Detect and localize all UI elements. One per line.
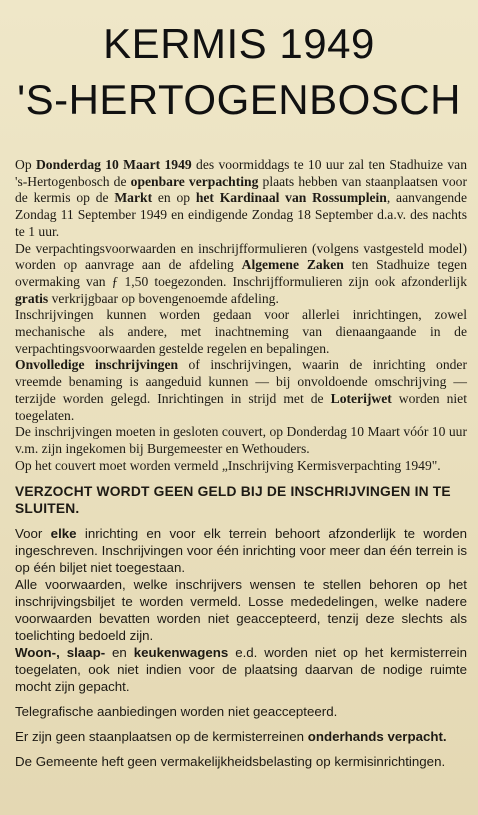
text-run: e.d. worden niet op het kermisterrein toegelaten, ook niet indien voor de plaatsing daarvan de nodige ruimte mocht zijn gepacht. (15, 645, 467, 695)
bold-text: openbare verpachting (130, 173, 259, 189)
text-run: De verpachtingsvoorwaarden en inschrijfformulieren (volgens vastgesteld model) worden op aanvrage aan de afdeling (15, 240, 467, 273)
paragraph (15, 644, 467, 695)
paragraph (15, 728, 467, 745)
notice-section-2 (15, 525, 467, 770)
notice-heading: VERZOCHT WORDT GEEN GELD BIJ DE INSCHRIJVINGEN IN TE SLUITEN. (15, 484, 451, 517)
paragraph (15, 424, 467, 457)
bold-text: Algemene Zaken (241, 257, 344, 273)
notice-body (15, 157, 467, 770)
notice-section-1 (15, 157, 467, 474)
text-run: verkrijgbaar op bovengenoemde afdeling. (48, 290, 279, 306)
bold-text: het Kardinaal van Rossumplein (195, 190, 387, 206)
text-run: Er zijn geen staanplaatsen op de kermisterreinen (15, 729, 308, 745)
paragraph (15, 753, 467, 770)
text-run: Alle voorwaarden, welke inschrijvers wensen te stellen behoren op het inschrijvingsbiljet te worden vermeld. Losse mededelingen, welke nadere voorwaarden bevatten worden niet geaccepteerd, tenzij deze slechts als toelichting bedoeld zijn. (15, 577, 467, 644)
title-line-1: KERMIS 1949 (103, 20, 375, 67)
text-run: , aanvangende Zondag 11 September 1949 en eindigende Zondag 18 September d.a.v. des nachts te 1 uur. (15, 190, 467, 239)
bold-text: Woon-, slaap- (15, 645, 106, 661)
text-run: Voor (15, 526, 51, 542)
paragraph (15, 241, 467, 308)
paragraph (15, 525, 467, 576)
text-run: Op het couvert moet worden vermeld „Inschrijving Kermisverpachting 1949". (15, 457, 441, 473)
text-run: Op (15, 157, 36, 172)
paragraph (15, 307, 467, 357)
bold-text: keukenwagens (133, 645, 229, 661)
text-run: of inschrijvingen, waarin de inrichting onder vreemde benaming is aangeduid kunnen — bij onvoldoende omschrijving — terzijde worden gelegd. Inrichtingen in strijd met de (15, 357, 467, 406)
text-run: Telegrafische aanbiedingen worden niet geaccepteerd. (15, 704, 338, 720)
paragraph (15, 458, 467, 475)
text-run: en op (152, 190, 196, 206)
paragraph (15, 157, 467, 241)
title-line-2: 'S-HERTOGENBOSCH (17, 76, 461, 123)
bold-text: Donderdag 10 Maart 1949 (35, 157, 192, 172)
bold-text: Loterijwet (330, 390, 392, 406)
text-run: plaats hebben van staanplaatsen voor de kermis op de (15, 173, 468, 206)
text-run: Inschrijvingen kunnen worden gedaan voor allerlei inrichtingen, zowel mechanische als andere, met inachtneming van dienaangaande in de verpachtingsvoorwaarden gestelde regelen en bepalingen. (15, 307, 467, 356)
bold-text: onderhands verpacht. (307, 729, 447, 745)
text-run: De inschrijvingen moeten in gesloten couvert, op Donderdag 10 Maart vóór 10 uur v.m. zijn ingekomen bij Burgemeester en Wethouders. (15, 424, 467, 456)
text-run: ten Stadhuize tegen overmaking van ƒ 1,50 toegezonden. Inschrijfformulieren zijn ook afzonderlijk (15, 257, 467, 289)
text-run: en (105, 645, 134, 661)
paragraph (15, 576, 467, 644)
bold-text: Onvolledige inschrijvingen (15, 357, 179, 373)
text-run: inrichting en voor elk terrein behoort afzonderlijk te worden ingeschreven. Inschrijvingen voor één inrichting voor meer dan één terrein is op één biljet niet toegestaan. (15, 526, 467, 576)
text-run: worden niet toegelaten. (15, 390, 467, 423)
text-run: De Gemeente heft geen vermakelijkheidsbelasting op kermisinrichtingen. (15, 754, 446, 770)
text-run: des voormiddags te 10 uur zal ten Stadhuize van 's-Hertogenbosch de (15, 157, 468, 189)
bold-text: Markt (114, 190, 153, 206)
bold-text: elke (50, 526, 77, 542)
bold-text: gratis (15, 290, 49, 306)
paragraph (15, 703, 467, 720)
paragraph (15, 357, 467, 424)
